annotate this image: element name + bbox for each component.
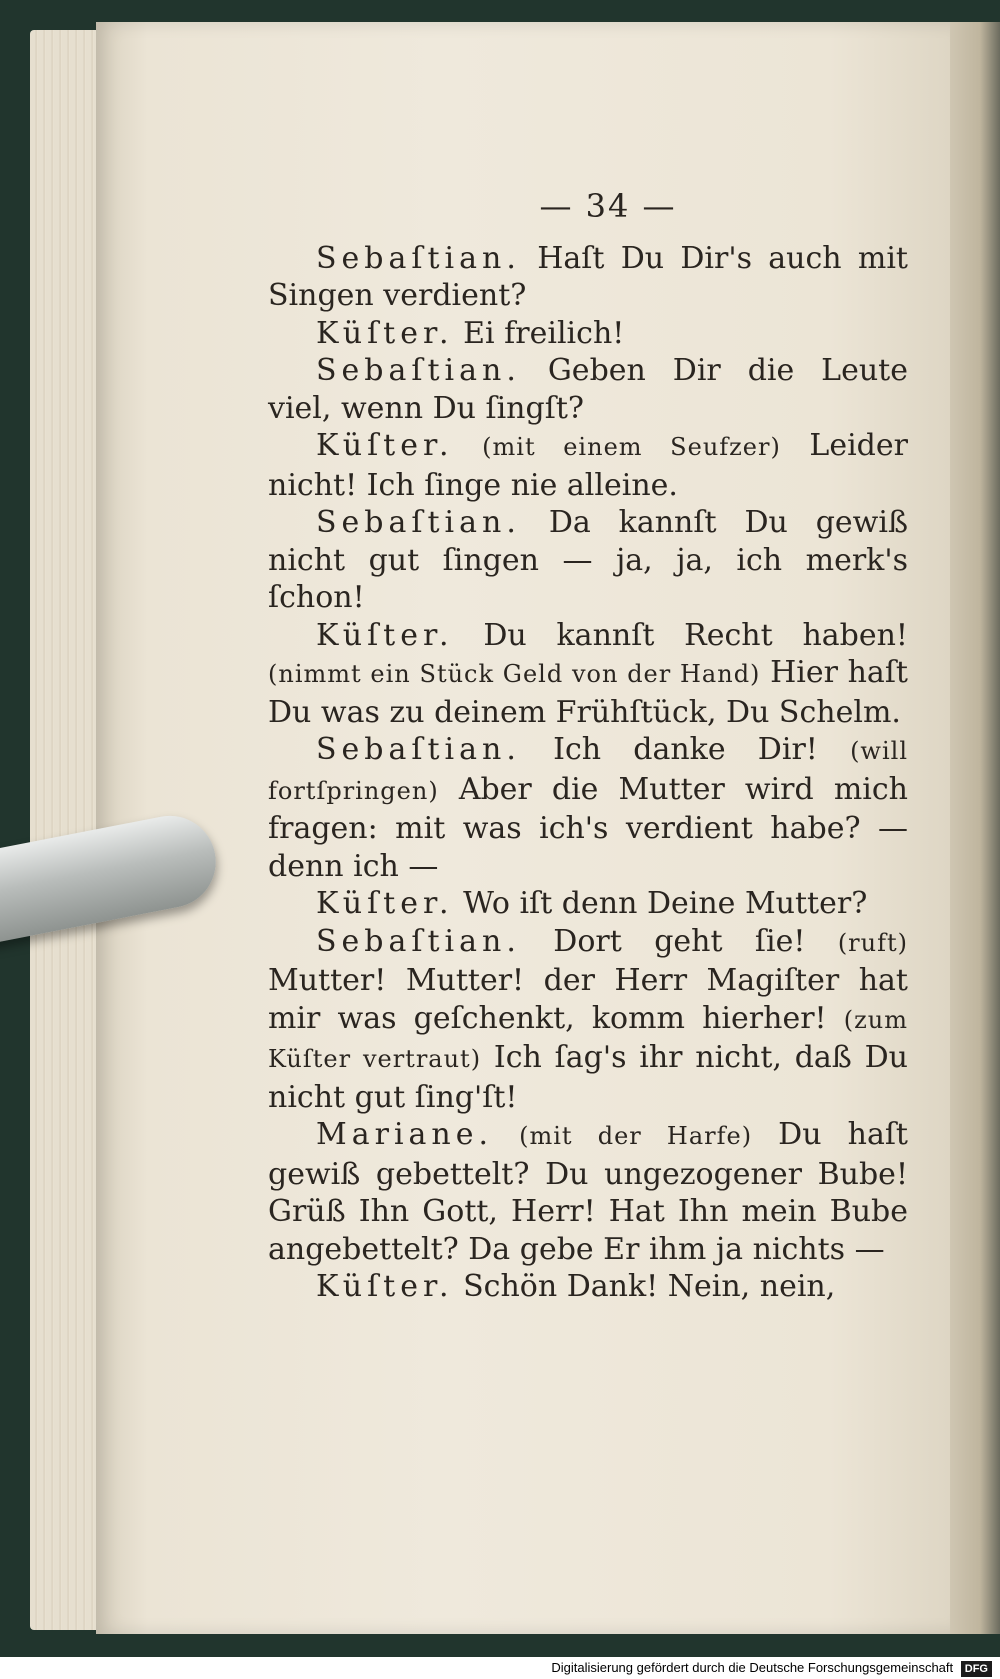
speaker-name: Mariane. — [316, 1117, 494, 1152]
speech-line — [268, 1116, 908, 1268]
speaker-name: Küſter. — [316, 617, 454, 653]
speaker-name: Sebaſtian. — [316, 353, 521, 388]
stage-direction: (mit der Harfe) — [519, 1122, 753, 1150]
speech-text: Geben Dir die Leute viel, wenn Du ſingſt? — [268, 353, 908, 426]
speech-text: Schön Dank! Nein, nein, — [463, 1269, 836, 1304]
speech-text: Ich ſag's ihr nicht, daß Du nicht gut ſing'ſt! — [268, 1040, 908, 1115]
speech-line — [268, 1268, 908, 1306]
speech-text: Mutter! Mutter! der Herr Magiſter hat mir was geſchenkt, komm hierher! — [268, 963, 908, 1036]
speech-text: Du haſt gewiß gebettelt? Du ungezogener Bube! Grüß Ihn Gott, Herr! Hat Ihn mein Bube angebettelt? Da gebe Er ihm ja nichts — — [268, 1117, 908, 1267]
stage-direction: (will fortſpringen) — [268, 737, 908, 805]
speech-line — [268, 731, 908, 885]
speech-text: Dort geht ſie! — [553, 923, 806, 959]
speech-text: Haſt Du Dir's auch mit Singen verdient? — [268, 240, 908, 313]
speaker-name: Küſter. — [316, 1269, 454, 1304]
speaker-name: Sebaſtian. — [316, 732, 521, 767]
page-right-edge — [950, 22, 1000, 1634]
stage-direction: (ruft) — [837, 928, 908, 957]
speech-text: Wo iſt denn Deine Mutter? — [463, 886, 868, 921]
speech-line — [268, 885, 908, 923]
footer — [0, 1657, 1000, 1679]
speech-text: Hier haſt Du was zu deinem Frühſtück, Du Schelm. — [268, 655, 908, 730]
speech-text: Du kannſt Recht haben! — [483, 617, 908, 653]
speaker-name: Küſter. — [316, 315, 454, 351]
speech-line — [268, 923, 908, 1117]
speech-line — [268, 504, 908, 617]
speaker-name: Küſter. — [316, 428, 454, 463]
page-number: — 34 — — [539, 187, 677, 225]
speech-text: Da kannſt Du gewiß nicht gut ſingen — ja, ja, ich merk's ſchon! — [268, 505, 908, 615]
footer-credit: Digitalisierung gefördert durch die Deutsche Forschungsgemeinschaft — [551, 1660, 954, 1675]
stage-direction: (mit einem Seufzer) — [482, 433, 781, 461]
speech-line — [268, 617, 908, 732]
dfg-logo: DFG — [961, 1661, 992, 1677]
speech-text: Leider nicht! Ich ſinge nie alleine. — [268, 428, 908, 503]
speaker-name: Sebaſtian. — [316, 923, 521, 959]
speaker-name: Sebaſtian. — [316, 505, 521, 540]
speech-text: Ich danke Dir! — [553, 732, 818, 767]
speech-line — [268, 352, 908, 427]
speech-text: Ei freilich! — [463, 315, 625, 351]
speech-line — [268, 240, 908, 315]
speech-line — [268, 427, 908, 504]
speech-line — [268, 315, 908, 353]
speaker-name: Sebaſtian. — [316, 240, 521, 276]
speech-text: Aber die Mutter wird mich fragen: mit was ich's verdient habe? — denn ich — — [268, 771, 909, 884]
page-text — [268, 188, 908, 1306]
stage-direction: (zum Küſter vertraut) — [268, 1005, 908, 1073]
speaker-name: Küſter. — [316, 886, 454, 921]
stage-direction: (nimmt ein Stück Geld von der Hand) — [268, 660, 761, 688]
